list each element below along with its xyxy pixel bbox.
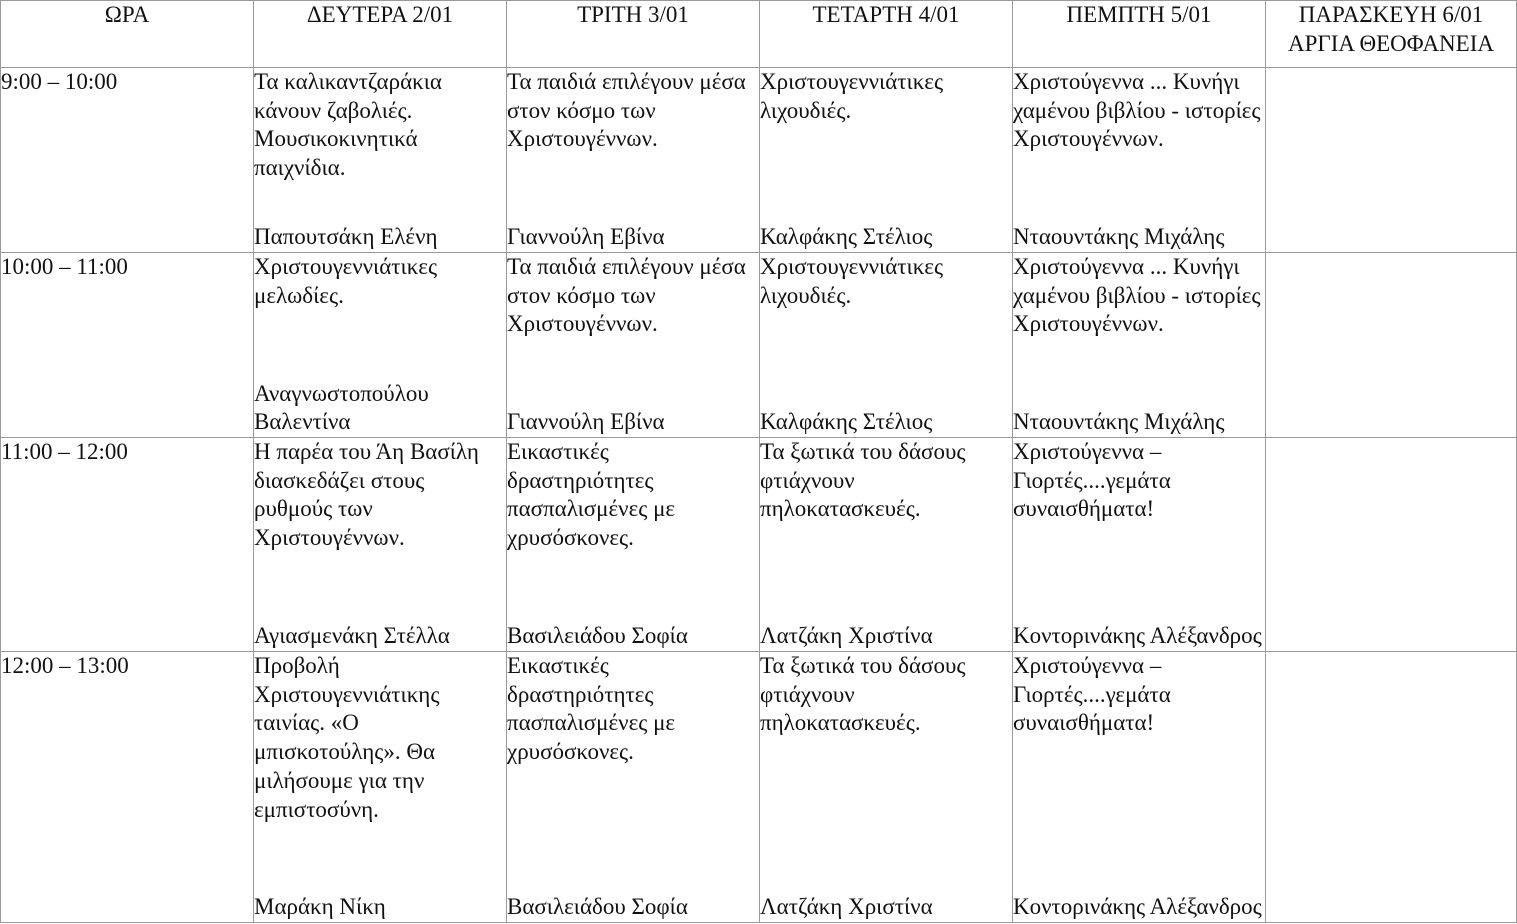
header-wednesday bbox=[760, 1, 1013, 68]
header-friday-label: ΠΑΡΑΣΚΕΥΗ 6/01 bbox=[1298, 2, 1484, 27]
schedule-cell-wednesday bbox=[760, 438, 1013, 652]
schedule-cell-tuesday bbox=[507, 438, 760, 652]
header-wednesday-label: ΤΕΤΑΡΤΗ 4/01 bbox=[812, 2, 960, 27]
teacher-name: Βασιλειάδου Σοφία bbox=[507, 623, 688, 649]
schedule-cell-monday bbox=[254, 253, 507, 438]
table-row bbox=[1, 652, 1517, 923]
table-row bbox=[1, 438, 1517, 652]
activity-text: Χριστούγεννα – Γιορτές....γεμάτα συναισθήματα! bbox=[1013, 653, 1171, 736]
schedule-cell-tuesday bbox=[507, 68, 760, 253]
teacher-name: Κοντορινάκης Αλέξανδρος bbox=[1013, 623, 1262, 649]
schedule-cell-wednesday bbox=[760, 68, 1013, 253]
header-time-label: ΩΡΑ bbox=[104, 2, 150, 27]
activity-text: Τα παιδιά επιλέγουν μέσα στον κόσμο των Χριστουγέννων. bbox=[507, 69, 746, 152]
activity-text: Εικαστικές δραστηριότητες πασπαλισμένες με χρυσόσκονες. bbox=[507, 653, 676, 765]
header-time bbox=[1, 1, 254, 68]
time-cell: 12:00 – 13:00 bbox=[1, 652, 254, 923]
schedule-cell-friday bbox=[1266, 68, 1517, 253]
time-cell: 10:00 – 11:00 bbox=[1, 253, 254, 438]
teacher-name: Καλφάκης Στέλιος bbox=[760, 224, 933, 250]
teacher-name: Γιαννούλη Εβίνα bbox=[507, 224, 665, 250]
teacher-name: Παπουτσάκη Ελένη bbox=[254, 224, 438, 250]
schedule-cell-wednesday bbox=[760, 253, 1013, 438]
activity-text: Χριστουγεννιάτικες μελωδίες. bbox=[254, 254, 438, 308]
activity-text: Χριστούγεννα ... Κυνήγι χαμένου βιβλίου - ιστορίες Χριστουγέννων. bbox=[1013, 254, 1261, 337]
header-tuesday-label: ΤΡΙΤΗ 3/01 bbox=[577, 2, 689, 27]
schedule-cell-tuesday bbox=[507, 652, 760, 923]
schedule-cell-thursday bbox=[1013, 68, 1266, 253]
schedule-cell-thursday bbox=[1013, 253, 1266, 438]
activity-text: Τα ξωτικά του δάσους φτιάχνουν πηλοκατασκευές. bbox=[760, 439, 966, 522]
teacher-name: Νταουντάκης Μιχάλης bbox=[1013, 224, 1225, 250]
header-monday bbox=[254, 1, 507, 68]
teacher-name: Λατζάκη Χριστίνα bbox=[760, 623, 933, 649]
header-friday-holiday: ΑΡΓΙΑ ΘΕΟΦΑΝΕΙΑ bbox=[1288, 30, 1494, 56]
teacher-name: Καλφάκης Στέλιος bbox=[760, 409, 933, 435]
schedule-cell-thursday bbox=[1013, 438, 1266, 652]
activity-text: Εικαστικές δραστηριότητες πασπαλισμένες με χρυσόσκονες. bbox=[507, 439, 676, 551]
activity-text: Τα παιδιά επιλέγουν μέσα στον κόσμο των Χριστουγέννων. bbox=[507, 254, 746, 337]
teacher-name: Νταουντάκης Μιχάλης bbox=[1013, 409, 1225, 435]
teacher-name: Αγιασμενάκη Στέλλα bbox=[254, 623, 450, 649]
header-friday bbox=[1266, 1, 1517, 68]
activity-text: Τα ξωτικά του δάσους φτιάχνουν πηλοκατασκευές. bbox=[760, 653, 966, 736]
teacher-name: Γιαννούλη Εβίνα bbox=[507, 409, 665, 435]
teacher-name: Βασιλειάδου Σοφία bbox=[507, 894, 688, 920]
teacher-name: Κοντορινάκης Αλέξανδρος bbox=[1013, 894, 1262, 920]
activity-text: Χριστουγεννιάτικες λιχουδιές. bbox=[760, 69, 944, 123]
header-thursday-label: ΠΕΜΠΤΗ 5/01 bbox=[1066, 2, 1212, 27]
table-row bbox=[1, 253, 1517, 438]
teacher-name: Λατζάκη Χριστίνα bbox=[760, 894, 933, 920]
schedule-cell-tuesday bbox=[507, 253, 760, 438]
time-cell: 9:00 – 10:00 bbox=[1, 68, 254, 253]
schedule-cell-monday bbox=[254, 438, 507, 652]
activity-text: Η παρέα του Άη Βασίλη διασκεδάζει στους ρυθμούς των Χριστουγέννων. bbox=[254, 439, 479, 551]
activity-text: Χριστουγεννιάτικες λιχουδιές. bbox=[760, 254, 944, 308]
teacher-name: Μαράκη Νίκη bbox=[254, 894, 386, 920]
activity-text: Χριστούγεννα – Γιορτές....γεμάτα συναισθήματα! bbox=[1013, 439, 1171, 522]
header-row bbox=[1, 1, 1517, 68]
schedule-cell-monday bbox=[254, 68, 507, 253]
schedule-cell-friday bbox=[1266, 652, 1517, 923]
time-cell: 11:00 – 12:00 bbox=[1, 438, 254, 652]
schedule-cell-thursday bbox=[1013, 652, 1266, 923]
schedule-cell-friday bbox=[1266, 438, 1517, 652]
header-monday-label: ΔΕΥΤΕΡΑ 2/01 bbox=[306, 2, 454, 27]
teacher-name: Αναγνωστοπούλου Βαλεντίνα bbox=[254, 380, 429, 435]
schedule-cell-friday bbox=[1266, 253, 1517, 438]
table-row bbox=[1, 68, 1517, 253]
schedule-cell-monday bbox=[254, 652, 507, 923]
activity-text: Τα καλικαντζαράκια κάνουν ζαβολιές. Μουσικοκινητικά παιχνίδια. bbox=[254, 69, 442, 181]
schedule-cell-wednesday bbox=[760, 652, 1013, 923]
activity-text: Προβολή Χριστουγεννιάτικης ταινίας. «Ο μπισκοτούλης». Θα μιλήσουμε για την εμπιστοσύνη. bbox=[254, 653, 440, 822]
activity-text: Χριστούγεννα ... Κυνήγι χαμένου βιβλίου - ιστορίες Χριστουγέννων. bbox=[1013, 69, 1261, 152]
header-thursday bbox=[1013, 1, 1266, 68]
header-tuesday bbox=[507, 1, 760, 68]
